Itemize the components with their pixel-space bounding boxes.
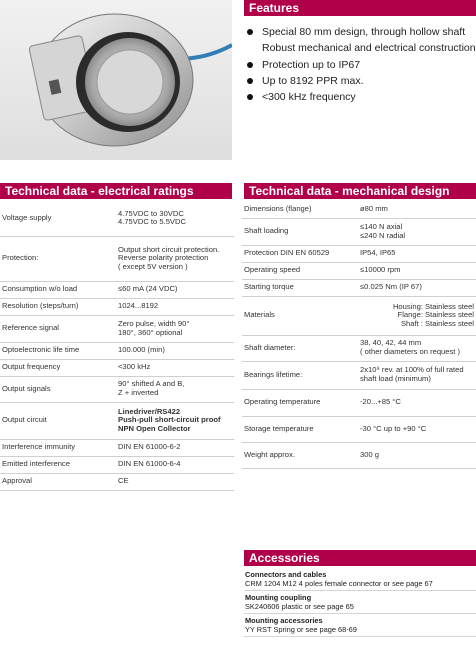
spec-row	[0, 439, 234, 456]
accessory-item	[244, 591, 476, 614]
spec-value-line: -30 °C up to +90 °C	[360, 423, 427, 433]
spec-value	[358, 218, 476, 245]
spec-label: Materials	[242, 296, 358, 335]
spec-value	[116, 402, 234, 439]
spec-row	[0, 456, 234, 473]
spec-value	[116, 315, 234, 342]
accessory-heading: Connectors and cables	[245, 570, 327, 579]
spec-label: Approval	[0, 473, 116, 490]
spec-label: Shaft loading	[242, 218, 358, 245]
spec-label: Interference immunity	[0, 439, 116, 456]
spec-row	[242, 361, 476, 389]
features-header: Features	[244, 0, 476, 16]
feature-text: <300 kHz frequency	[262, 91, 356, 104]
spec-value	[116, 376, 234, 402]
spec-value-line: Zero pulse, width 90°	[118, 318, 190, 328]
spec-row	[0, 201, 234, 236]
spec-value	[358, 262, 476, 279]
spec-value-line: DIN EN 61000-6-2	[118, 442, 181, 452]
spec-row	[242, 335, 476, 361]
spec-row	[0, 342, 234, 359]
accessory-heading: Mounting accessories	[245, 616, 323, 625]
electrical-ratings-header: Technical data - electrical ratings	[0, 183, 232, 199]
accessories-header: Accessories	[244, 550, 476, 566]
spec-row	[242, 296, 476, 335]
spec-row	[0, 298, 234, 315]
spec-label: Reference signal	[0, 315, 116, 342]
spec-row	[0, 359, 234, 376]
hollow-shaft-encoder-image	[0, 0, 232, 160]
spec-label: Shaft diameter:	[242, 335, 358, 361]
spec-label: Emitted interference	[0, 456, 116, 473]
spec-value-line: Linedriver/RS422	[118, 406, 181, 416]
spec-value-line: 4.75VDC to 5.5VDC	[118, 217, 186, 227]
spec-label: Protection DIN EN 60529	[242, 245, 358, 262]
mechanical-design-table	[242, 201, 476, 469]
feature-text: Robust mechanical and electrical construction	[262, 42, 476, 55]
features-list	[244, 24, 476, 105]
spec-row	[0, 281, 234, 298]
spec-value	[116, 281, 234, 298]
bullet-icon	[247, 62, 253, 68]
spec-value-line: 90° shifted A and B,	[118, 379, 185, 389]
spec-value	[116, 359, 234, 376]
spec-value	[116, 473, 234, 490]
electrical-ratings-table	[0, 201, 234, 491]
spec-value-line: ≤140 N axial	[360, 221, 403, 231]
spec-value	[116, 439, 234, 456]
accessory-text: CRM 1204 M12 4 poles female connector or see page 67	[245, 579, 433, 588]
spec-value	[358, 335, 476, 361]
accessory-heading: Mounting coupling	[245, 593, 312, 602]
spec-value-line: IP54, IP65	[360, 248, 396, 258]
spec-label: Consumption w/o load	[0, 281, 116, 298]
mechanical-design-header: Technical data - mechanical design	[244, 183, 476, 199]
spec-value-line: CE	[118, 476, 129, 486]
spec-row	[0, 376, 234, 402]
spec-value	[358, 201, 476, 218]
accessory-text: SK240606 plastic or see page 65	[245, 602, 354, 611]
feature-text: Up to 8192 PPR max.	[262, 74, 364, 87]
product-photo	[0, 0, 232, 160]
spec-label: Protection:	[0, 236, 116, 281]
spec-value-line: 180°, 360° optional	[118, 327, 183, 337]
bullet-icon	[247, 94, 253, 100]
spec-value-line: ( other diameters on request )	[360, 347, 461, 356]
spec-label: Starting torque	[242, 279, 358, 296]
accessory-item	[244, 568, 476, 591]
spec-value-line: Shaft : Stainless steel	[400, 318, 474, 328]
spec-value-line: Flange: Stainless steel	[397, 310, 474, 320]
feature-item	[244, 89, 476, 105]
spec-value	[358, 442, 476, 468]
spec-value	[358, 361, 476, 389]
feature-text: Special 80 mm design, through hollow shaft	[262, 26, 466, 38]
spec-label: Storage temperature	[242, 416, 358, 442]
spec-value-line: ( except 5V version )	[118, 261, 188, 271]
spec-row	[0, 315, 234, 342]
spec-value-line: shaft load (minimum)	[360, 374, 431, 383]
spec-value-line: ≤240 N radial	[360, 230, 406, 240]
spec-label: Voltage supply	[0, 201, 116, 236]
spec-row	[242, 389, 476, 416]
accessory-item	[244, 614, 476, 637]
spec-row	[242, 218, 476, 245]
spec-row	[242, 262, 476, 279]
feature-item	[244, 73, 476, 89]
spec-value	[116, 342, 234, 359]
spec-value-line: 300 g	[360, 449, 380, 459]
spec-label: Output circuit	[0, 402, 116, 439]
spec-value-line: Reverse polarity protection	[118, 253, 209, 263]
spec-value-line: DIN EN 61000-6-4	[118, 459, 181, 469]
spec-value-line: NPN Open Collector	[118, 423, 191, 433]
spec-value-line: -20...+85 °C	[360, 397, 401, 407]
spec-label: Bearings lifetime:	[242, 361, 358, 389]
spec-value	[358, 296, 476, 335]
spec-label: Operating speed	[242, 262, 358, 279]
spec-value	[358, 245, 476, 262]
feature-item	[244, 57, 476, 73]
spec-label: Resolution (steps/turn)	[0, 298, 116, 315]
spec-value-line: ø80 mm	[360, 203, 388, 213]
spec-row	[242, 442, 476, 468]
accessory-text: YY RST Spring or see page 68-69	[245, 625, 357, 634]
spec-value-line: <300 kHz	[118, 362, 151, 372]
spec-value-line: ≤0.025 Nm (IP 67)	[360, 282, 422, 292]
bullet-icon	[247, 78, 253, 84]
spec-value	[116, 298, 234, 315]
spec-value-line: Push-pull short-circuit proof	[118, 415, 221, 425]
spec-row	[242, 245, 476, 262]
accessories-list	[244, 568, 476, 637]
bullet-icon	[247, 29, 253, 35]
spec-value-line: Z + inverted	[118, 388, 159, 397]
spec-value	[358, 389, 476, 416]
spec-value	[358, 416, 476, 442]
spec-value-line: Housing: Stainless steel	[392, 301, 474, 311]
spec-row	[242, 201, 476, 218]
spec-value-line: ≤10000 rpm	[360, 265, 401, 275]
spec-label: Operating temperature	[242, 389, 358, 416]
spec-value	[116, 236, 234, 281]
spec-row	[242, 416, 476, 442]
spec-label: Output frequency	[0, 359, 116, 376]
spec-row	[242, 279, 476, 296]
spec-value	[358, 279, 476, 296]
spec-label: Optoelectronic life time	[0, 342, 116, 359]
spec-value-line: 100.000 (min)	[118, 345, 165, 355]
spec-value-line: 38, 40, 42, 44 mm	[360, 338, 422, 348]
spec-label: Output signals	[0, 376, 116, 402]
feature-item	[244, 24, 476, 40]
spec-value-line: Output short circuit protection.	[118, 244, 220, 254]
spec-value	[116, 456, 234, 473]
spec-row	[0, 402, 234, 439]
feature-item	[244, 40, 476, 56]
spec-label: Dimensions (flange)	[242, 201, 358, 218]
spec-value	[116, 201, 234, 236]
spec-value-line: 2x10⁹ rev. at 100% of full rated	[360, 365, 464, 375]
spec-row	[0, 236, 234, 281]
spec-value-line: ≤60 mA (24 VDC)	[118, 284, 178, 294]
spec-label: Weight approx.	[242, 442, 358, 468]
spec-row	[0, 473, 234, 490]
spec-value-line: 4.75VDC to 30VDC	[118, 208, 184, 218]
spec-value-line: 1024...8192	[118, 301, 159, 311]
feature-text: Protection up to IP67	[262, 58, 361, 71]
